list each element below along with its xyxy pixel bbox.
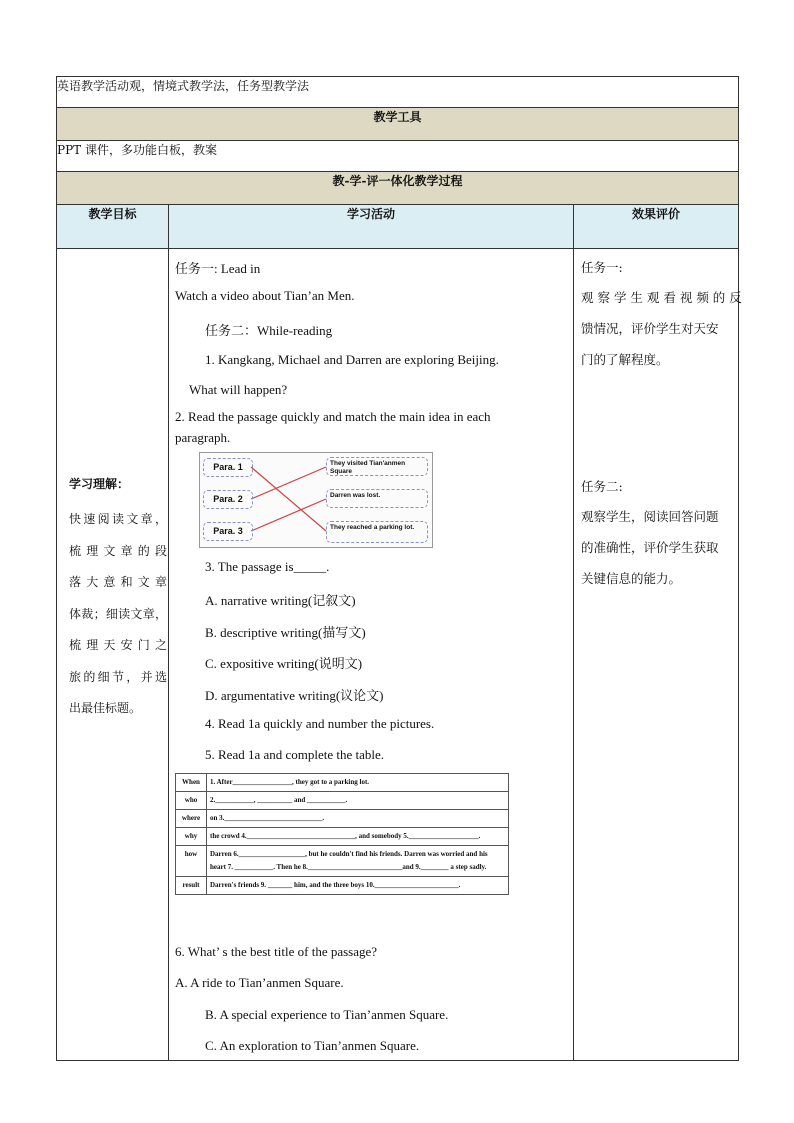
col-activity-header: 学习活动 [169,205,574,249]
goal-line: 梳 理 天 安 门 之 [69,638,167,652]
para-box: Para. 2 [203,490,253,509]
fill-key: When [176,774,207,792]
watch-instruction: Watch a video about Tian’an Men. [175,288,355,303]
fill-key: where [176,810,207,828]
teaching-methods: 英语教学活动观，情境式教学法，任务型教学法 [57,77,739,108]
question-1a: 1. Kangkang, Michael and Darren are exploring Beijing. [205,352,499,367]
match-line [251,499,326,531]
col-eval-header: 效果评价 [574,205,739,249]
tools-header: 教学工具 [57,108,739,141]
fill-value: the crowd 4._______________________________, and somebody 5.____________________. [207,828,509,846]
goal-line: 体裁；细读文章， [69,606,167,621]
goal-line: 旅的细节，并选 [69,669,167,684]
fill-key: result [176,877,207,895]
fill-value: Darren's friends 9. _______ him, and the three boys 10.________________________. [207,877,509,895]
eval-line: 馈情况，评价学生对天安 [581,321,719,336]
fill-value: Darren 6.___________________, but he couldn't find his friends. Darren was worried and his heart 7. ___________. Then he 8.___________________________and 9.________ a step sadly. [207,846,509,877]
match-figure [199,452,433,548]
fill-value: 2.___________, __________ and ___________. [207,792,509,810]
question-5: 5. Read 1a and complete the table. [205,747,385,762]
question-2a: 2. Read the passage quickly and match the main idea in each [175,409,491,424]
fill-key: who [176,792,207,810]
activity-cell [169,249,574,1061]
para-box: Para. 1 [203,458,253,477]
eval-line: 门的了解程度。 [581,352,669,367]
task1-label: 任务一: Lead in [175,261,261,276]
question-3: 3. The passage is_____. [205,559,330,574]
question-6: 6. What’ s the best title of the passage? [175,944,378,959]
goal-line: 快速阅读文章， [69,512,167,526]
question-1b: What will happen? [189,382,288,397]
title-option-b: B. A special experience to Tian’anmen Square. [205,1007,449,1022]
eval-line: 观 察 学 生 观 看 视 频 的 反 [581,290,742,305]
title-option-c: C. An exploration to Tian’anmen Square. [205,1038,420,1053]
fill-table [175,773,509,895]
para-box: Para. 3 [203,522,253,541]
process-header: 教-学-评一体化教学过程 [57,172,739,205]
eval-line: 的准确性，评价学生获取 [581,540,719,555]
option-c: C. expositive writing(说明文) [205,656,363,671]
option-a: A. narrative writing(记叙文) [205,593,356,608]
eval-cell [574,249,742,1061]
option-b: B. descriptive writing(描写文) [205,625,366,640]
eval-line: 关键信息的能力。 [581,571,682,586]
match-line [251,467,326,531]
goal-line: 出最佳标题。 [69,701,142,715]
match-line [251,467,326,499]
idea-box: They visited Tian'anmen Square [326,457,428,476]
col-goal-header: 教学目标 [57,205,169,249]
fill-value: on 3.____________________________. [207,810,509,828]
goal-line: 梳 理 文 章 的 段 [69,543,167,558]
fill-key: how [176,846,207,877]
teaching-tools: PPT 课件，多功能白板，教案 [57,141,739,172]
question-2b: paragraph. [175,430,231,445]
idea-box: They reached a parking lot. [326,521,428,543]
eval-line: 观察学生，阅读回答问题 [581,509,719,524]
goal-line: 落 大 意 和 文 章 [69,575,167,589]
title-option-a: A. A ride to Tian’anmen Square. [175,975,344,990]
eval-task2-label: 任务二: [581,479,623,494]
fill-value: 1. After_________________, they got to a parking lot. [207,774,509,792]
lesson-plan-table [56,76,742,1061]
task2-label: 任务二：While-reading [205,323,333,338]
idea-box: Darren was lost. [326,489,428,508]
goal-title: 学习理解： [69,477,130,491]
goal-cell [57,249,169,1061]
fill-key: why [176,828,207,846]
eval-task1-label: 任务一: [581,260,623,275]
goal-body [69,504,167,725]
option-d: D. argumentative writing(议论文) [205,688,384,703]
question-4: 4. Read 1a quickly and number the pictures. [205,716,435,731]
